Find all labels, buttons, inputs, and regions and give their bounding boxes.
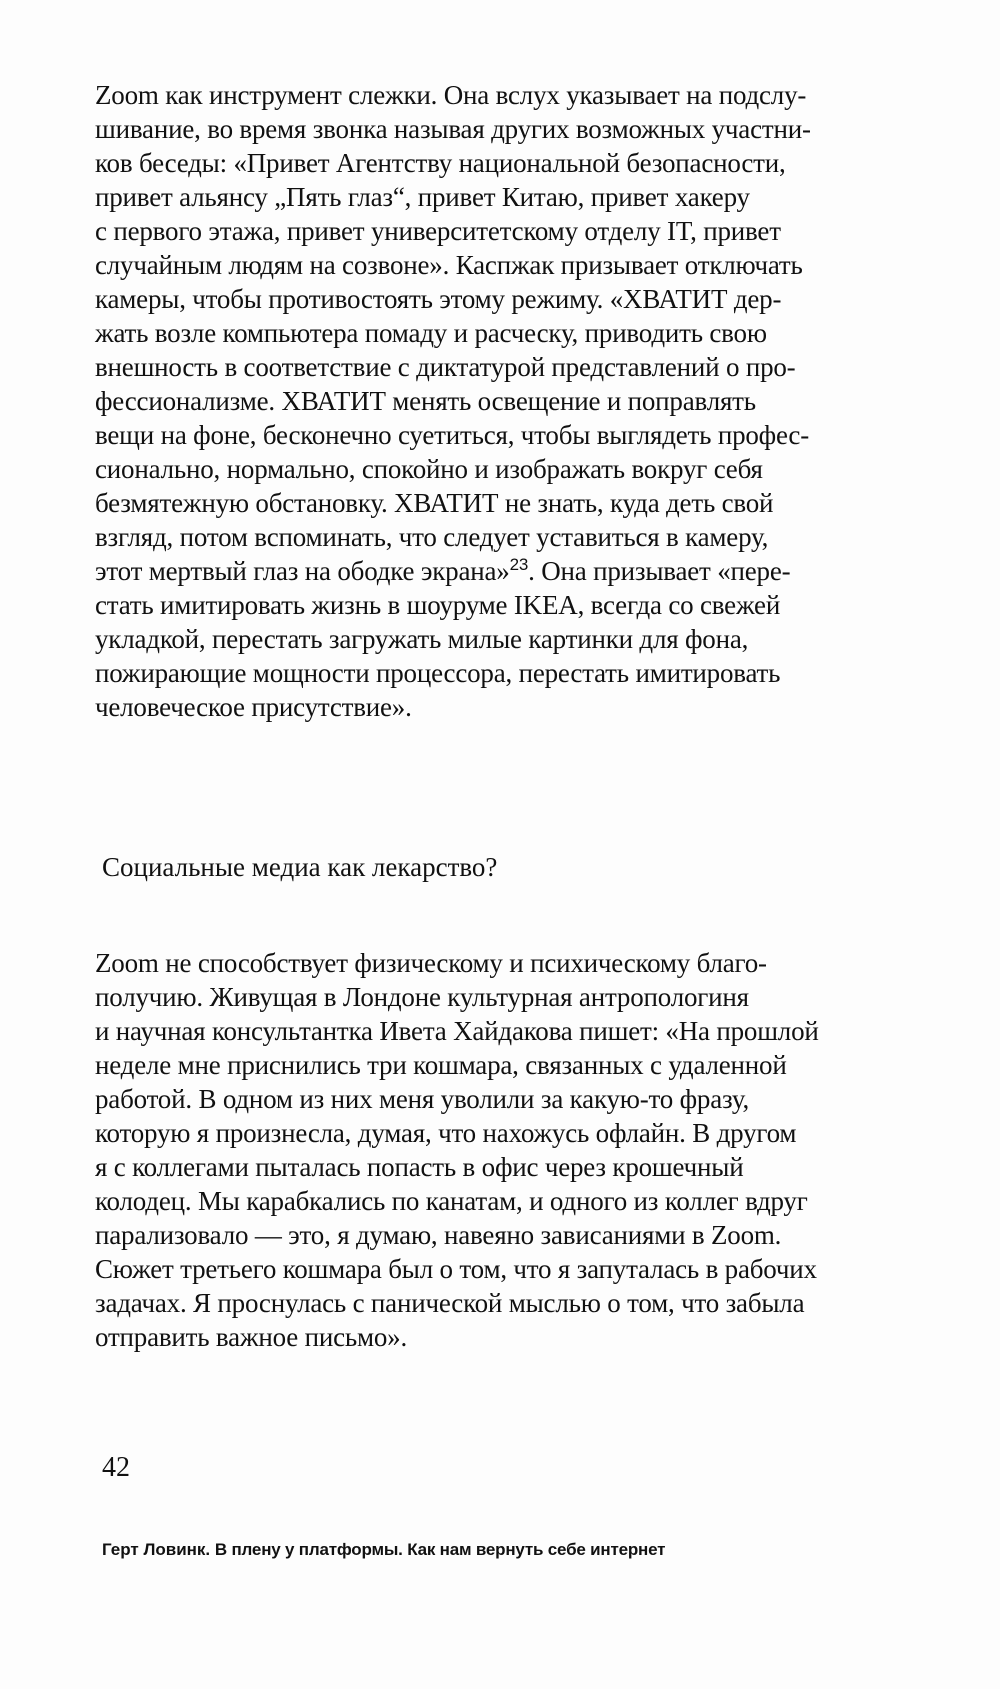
text-line: Сюжет третьего кошмара был о том, что я запуталась в рабочих — [95, 1254, 817, 1284]
paragraph-2 — [95, 946, 895, 1354]
text-line: неделе мне приснились три кошмара, связанных с удаленной — [95, 1050, 787, 1080]
running-footer — [102, 1540, 665, 1560]
text-line: стать имитировать жизнь в шоуруме IKEA, всегда со свежей — [95, 590, 781, 620]
text-line: я с коллегами пыталась попасть в офис через крошечный — [95, 1152, 744, 1182]
text-line: ков беседы: «Привет Агентству национальной безопасности, — [95, 148, 786, 178]
text-line: работой. В одном из них меня уволили за какую-то фразу, — [95, 1084, 750, 1114]
text-line: Zoom не способствует физическому и психическому благо- — [95, 948, 767, 978]
text-line: внешность в соответствие с диктатурой представлений о про- — [95, 352, 796, 382]
text-line: отправить важное письмо». — [95, 1322, 408, 1352]
text-line: взгляд, потом вспоминать, что следует уставиться в камеру, — [95, 522, 769, 552]
text-line: шивание, во время звонка называя других возможных участни- — [95, 114, 811, 144]
text-line: укладкой, перестать загружать милые картинки для фона, — [95, 624, 749, 654]
text-line: случайным людям на созвоне». Каспжак призывает отключать — [95, 250, 803, 280]
text-line: безмятежную обстановку. ХВАТИТ не знать, куда деть свой — [95, 488, 774, 518]
text-line: жать возле компьютера помаду и расческу, приводить свою — [95, 318, 767, 348]
footnote-marker[interactable]: 23 — [509, 555, 529, 574]
text-line: фессионализме. ХВАТИТ менять освещение и поправлять — [95, 386, 756, 416]
text-line: пожирающие мощности процессора, перестать имитировать — [95, 658, 781, 688]
text-line: которую я произнесла, думая, что нахожусь офлайн. В другом — [95, 1118, 797, 1148]
text-line: задачах. Я проснулась с панической мыслью о том, что забыла — [95, 1288, 805, 1318]
text-line: человеческое присутствие». — [95, 692, 412, 722]
text-line: и научная консультантка Ивета Хайдакова пишет: «На прошлой — [95, 1016, 819, 1046]
text-line: получию. Живущая в Лондоне культурная антропологиня — [95, 982, 749, 1012]
text-segment: . Она призывает «пере- — [528, 556, 791, 586]
page-number: 42 — [102, 1452, 130, 1483]
section-heading: Социальные медиа как лекарство? — [102, 852, 498, 882]
text-line-with-footnote — [95, 554, 895, 588]
text-line: сионально, нормально, спокойно и изображать вокруг себя — [95, 454, 763, 484]
footer-author: Герт Ловинк. — [102, 1540, 211, 1559]
text-segment: этот мертвый глаз на ободке экрана» — [95, 556, 510, 586]
text-line: с первого этажа, привет университетскому отделу IT, привет — [95, 216, 781, 246]
paragraph-1 — [95, 78, 895, 724]
footer-book-title: В плену у платформы. Как нам вернуть себе интернет — [214, 1540, 666, 1559]
text-line: привет альянсу „Пять глаз“, привет Китаю, привет хакеру — [95, 182, 750, 212]
text-line: Zoom как инструмент слежки. Она вслух указывает на подслу- — [95, 80, 807, 110]
text-line: вещи на фоне, бесконечно суетиться, чтобы выглядеть профес- — [95, 420, 809, 450]
text-line: камеры, чтобы противостоять этому режиму. «ХВАТИТ дер- — [95, 284, 782, 314]
text-line: колодец. Мы карабкались по канатам, и одного из коллег вдруг — [95, 1186, 808, 1216]
text-line: парализовало — это, я думаю, навеяно зависаниями в Zoom. — [95, 1220, 782, 1250]
